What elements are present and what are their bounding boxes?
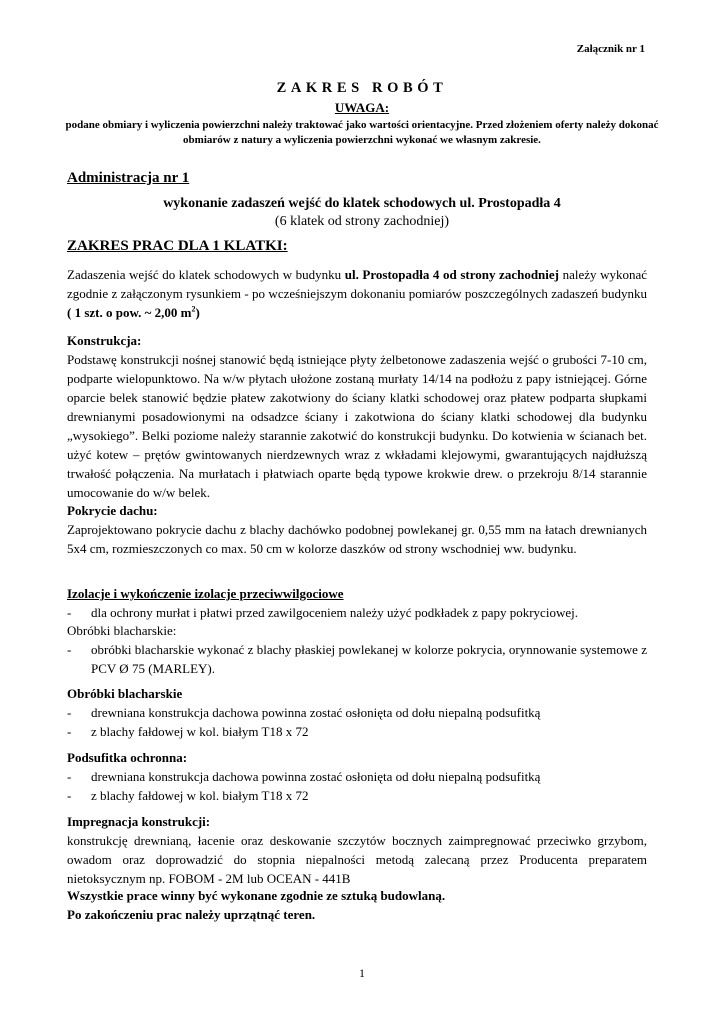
insulation-item-2-text: obróbki blacharskie wykonać z blachy płaskiej powlekanej w kolorze pokrycia, orynnowanie systemowe z PCV Ø 75 (MARLEY). — [91, 642, 647, 676]
warning-title: UWAGA: — [334, 100, 390, 115]
flashing-item-2-text: z blachy fałdowej w kol. białym T18 x 72 — [91, 724, 309, 739]
closing-line-1: Wszystkie prace winny być wykonane zgodnie ze sztuką budowlaną. — [67, 888, 446, 903]
intro-quantity-text: ( 1 szt. o pow. ~ 2,00 m — [67, 305, 192, 320]
roofing-text: Zaprojektowano pokrycie dachu z blachy dachówko podobnej powlekanej gr. 0,55 mm na łatach drewnianych 5x4 cm, rozmieszczonych co max. 50 cm w kolorze daszków od strony wschodniej ww. budynku. — [67, 522, 647, 556]
soffit-heading: Podsufitka ochronna: — [67, 750, 188, 765]
administration-heading: Administracja nr 1 — [67, 170, 190, 186]
flashing-heading: Obróbki blacharskie — [67, 686, 183, 701]
closing-line-2: Po zakończeniu prac należy uprzątnąć teren. — [67, 907, 316, 922]
document-title: ZAKRES ROBÓT — [276, 80, 448, 96]
warning-text: podane obmiary i wyliczenia powierzchni należy traktować jako wartości orientacyjne. Przed złożeniem oferty należy dokonać obmiarów z natury a wyliczenia powierzchni wykonać we własnym zakresie. — [65, 119, 659, 146]
insulation-heading: Izolacje i wykończenie izolacje przeciwwilgociowe — [67, 586, 344, 601]
construction-text: Podstawę konstrukcji nośnej stanowić będą istniejące płyty żelbetonowe zadaszenia wejść o grubości 7-10 cm, podparte wielopunktowo. Na w/w płytach ułożone zostaną murłaty 14/14 na podłożu z papy istniejącej. Górne oparcie belek stanowić będzie płatew zakotwiony do ściany klatki schodowej oraz płatew podparta słupkami drewnianymi posadowionymi na odsadzce ściany i zakotwiona do ściany klatki schodowej dla budynku „wysokiego”. Belki poziome należy starannie zakotwić do konstrukcji budynku. Do kotwienia w ścianach bet. użyć kotew – prętów gwintowanych nierdzewnych wraz z wkładami klejowymi, gwarantujących najdłuższą trwałość połączenia. Na murłatach i płatwiach oparte będą typowe krokwie drew. o przekroju 8/14 starannie umocowanie do w/w belek. — [67, 352, 647, 500]
insulation-item-1-text: dla ochrony murłat i płatwi przed zawilgoceniem należy użyć podkładek z papy pokryciowej. — [91, 605, 578, 620]
intro-quantity-close: ) — [195, 305, 200, 320]
subject-line-2: (6 klatek od strony zachodniej) — [274, 214, 450, 229]
impregnation-text: konstrukcję drewnianą, łacenie oraz deskowanie szczytów bocznych zaimpregnować przeciwko grzybom, owadom oraz doprowadzić do stopnia niepalności metodą zalecaną przez Producenta preparatem nietoksycznym np. FOBOM - 2M lub OCEAN - 441B — [67, 833, 647, 886]
intro-text-1: Zadaszenia wejść do klatek schodowych w budynku — [67, 267, 345, 282]
annex-label: Załącznik nr 1 — [576, 43, 645, 55]
roofing-heading: Pokrycie dachu: — [67, 503, 158, 518]
intro-quantity-sup: 2 — [191, 304, 196, 314]
bullet-dash: - — [67, 724, 72, 739]
intro-quantity — [67, 305, 200, 320]
insulation-subheading: Obróbki blacharskie: — [67, 623, 177, 638]
page-number: 1 — [359, 966, 365, 980]
soffit-item-2-text: z blachy fałdowej w kol. białym T18 x 72 — [91, 788, 309, 803]
impregnation-heading: Impregnacja konstrukcji: — [67, 814, 211, 829]
intro-address: ul. Prostopadła 4 od strony zachodniej — [344, 267, 559, 282]
bullet-dash: - — [67, 705, 72, 720]
intro-text-2: należy wykonać zgodnie z załączonym rysunkiem - po wcześniejszym dokonaniu pomiarów poszczególnych zadaszeń budynku — [67, 267, 648, 301]
intro-paragraph — [67, 265, 647, 322]
bullet-dash: - — [67, 642, 72, 657]
bullet-dash: - — [67, 788, 72, 803]
flashing-item-1-text: drewniana konstrukcja dachowa powinna zostać osłonięta od dołu niepalną podsufitką — [91, 705, 541, 720]
soffit-item-1-text: drewniana konstrukcja dachowa powinna zostać osłonięta od dołu niepalną podsufitką — [91, 769, 541, 784]
bullet-dash: - — [67, 605, 72, 620]
scope-heading: ZAKRES PRAC DLA 1 KLATKI: — [67, 238, 288, 254]
subject-line-1: wykonanie zadaszeń wejść do klatek schodowych ul. Prostopadła 4 — [163, 196, 561, 211]
bullet-dash: - — [67, 769, 72, 784]
construction-heading: Konstrukcja: — [67, 333, 142, 348]
